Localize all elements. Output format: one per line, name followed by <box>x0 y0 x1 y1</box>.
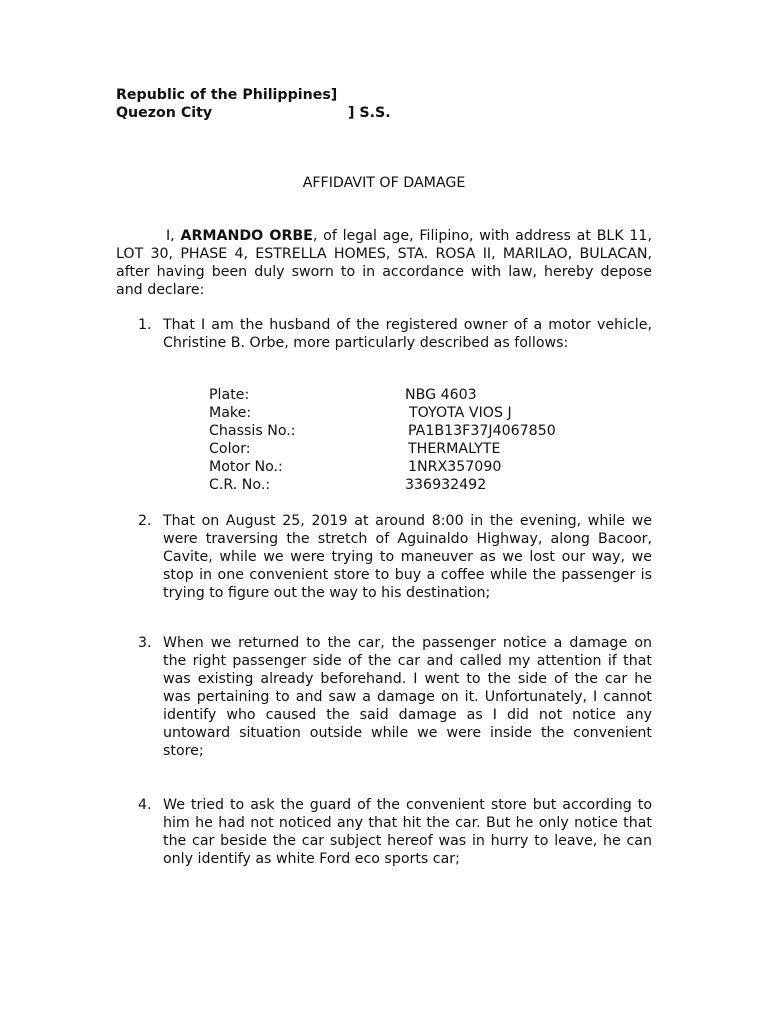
item-number: 3. <box>138 635 152 651</box>
vehicle-row <box>209 476 609 494</box>
vehicle-value: TOYOTA VIOS J <box>409 405 512 421</box>
vehicle-label: Color: <box>209 441 251 457</box>
vehicle-row <box>209 404 609 422</box>
item-number: 4. <box>138 797 152 813</box>
item-text: That on August 25, 2019 at around 8:00 in the evening, while we were traversing the stretch of Aguinaldo Highway, along Bacoor, Cavite, while we were trying to maneuver as we lost our way, we stop in one convenient store to buy a coffee while the passenger is trying to figure out the way to his destination; <box>163 513 652 601</box>
vehicle-value: NBG 4603 <box>405 387 477 403</box>
document-title: AFFIDAVIT OF DAMAGE <box>302 175 466 191</box>
venue-city: Quezon City <box>116 105 213 121</box>
list-item <box>138 512 652 602</box>
venue-line-country: Republic of the Philippines] <box>116 87 338 103</box>
intro-prefix: I, <box>166 228 181 244</box>
list-item <box>138 316 652 352</box>
vehicle-value: 336932492 <box>405 477 487 493</box>
list-item <box>138 796 652 868</box>
vehicle-row <box>209 386 609 404</box>
vehicle-label: Chassis No.: <box>209 423 296 439</box>
item-number: 2. <box>138 513 152 529</box>
vehicle-details <box>209 386 609 494</box>
vehicle-label: C.R. No.: <box>209 477 271 493</box>
affiant-name: ARMANDO ORBE <box>180 228 313 244</box>
item-number: 1. <box>138 317 152 333</box>
item-text: When we returned to the car, the passenger notice a damage on the right passenger side of the car and called my attention if that was existing already beforehand. I went to the side of the car he was pertaining to and saw a damage on it. Unfortunately, I cannot identify who caused the said damage as I did not notice any untoward situation outside while we were inside the convenient store; <box>163 635 652 759</box>
vehicle-label: Plate: <box>209 387 250 403</box>
venue-line-city <box>116 104 391 122</box>
item-text: That I am the husband of the registered owner of a motor vehicle, Christine B. Orbe, more particularly described as follows: <box>163 317 652 351</box>
vehicle-value: 1NRX357090 <box>408 459 502 475</box>
intro-text: , of legal age, Filipino, with address at BLK 11, LOT 30, PHASE 4, ESTRELLA HOMES, STA. ROSA II, MARILAO, BULACAN, after having been duly sworn to in accordance with law, hereby depose and declare: <box>116 228 652 298</box>
list-item <box>138 634 652 760</box>
venue-ss: ] S.S. <box>348 105 391 121</box>
intro-paragraph <box>116 227 652 299</box>
vehicle-row <box>209 440 609 458</box>
vehicle-label: Make: <box>209 405 252 421</box>
venue-header <box>116 86 391 122</box>
vehicle-value: PA1B13F37J4067850 <box>408 423 556 439</box>
vehicle-row <box>209 458 609 476</box>
vehicle-value: THERMALYTE <box>408 441 501 457</box>
vehicle-label: Motor No.: <box>209 459 283 475</box>
vehicle-row <box>209 422 609 440</box>
item-text: We tried to ask the guard of the convenient store but according to him he had not noticed any that hit the car. But he only notice that the car beside the car subject hereof was in hurry to leave, he can only identify as white Ford eco sports car; <box>163 797 652 867</box>
